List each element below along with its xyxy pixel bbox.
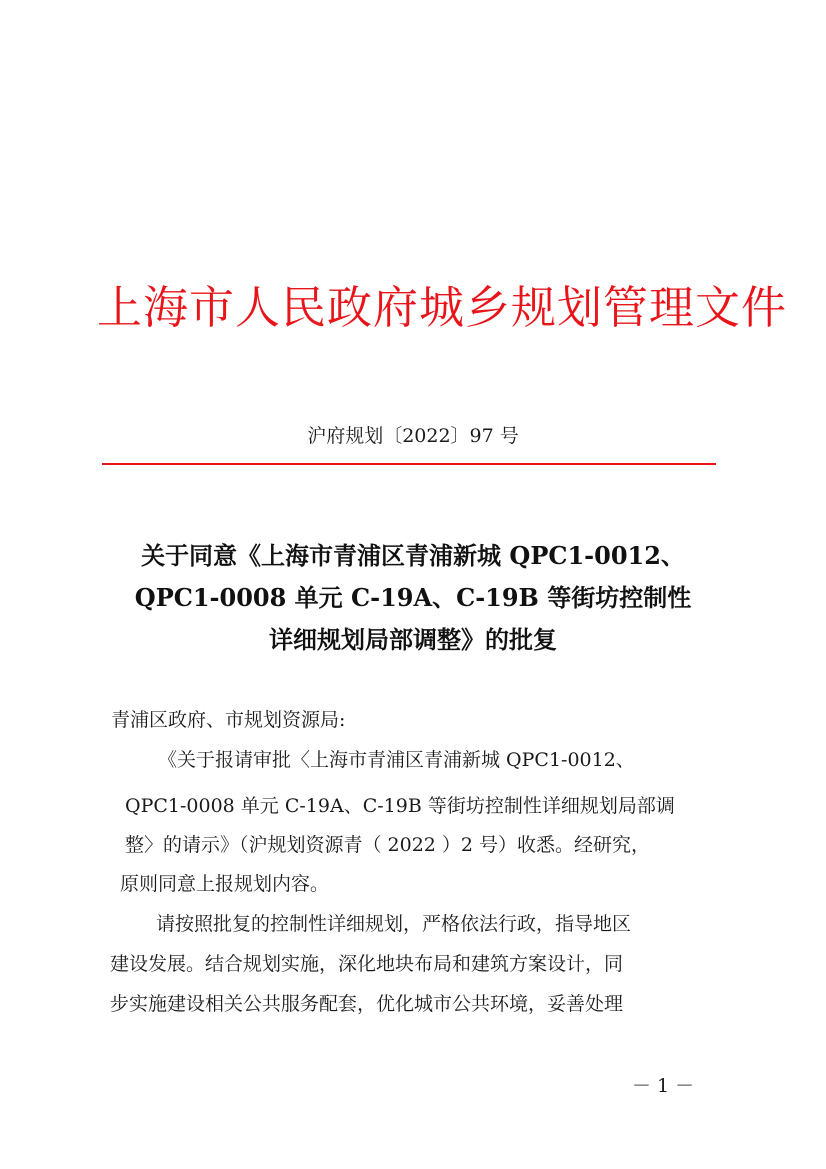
paragraph-2-line-1: 请按照批复的控制性详细规划，严格依法行政，指导地区 [156,913,632,935]
title-line-1: 关于同意《上海市青浦区青浦新城 QPC1-0012、 [141,541,685,570]
title-line-3: 详细规划局部调整》的批复 [269,625,557,654]
paragraph-1-line-2: QPC1-0008 单元 C-19A、C-19B 等街坊控制性详细规划局部调 [125,795,675,817]
salutation: 青浦区政府、市规划资源局: [111,709,346,731]
title-line-2: QPC1-0008 单元 C-19A、C-19B 等街坊控制性 [134,583,692,612]
document-number: 沪府规划〔2022〕97 号 [307,425,519,447]
paragraph-1-line-3: 整〉的请示》（沪规划资源青（ 2022 ）2 号）收悉。经研究， [125,834,651,856]
red-divider-line [102,463,716,465]
document-title [100,535,726,661]
paragraph-2-line-3: 步实施建设相关公共服务配套，优化城市公共环境，妥善处理 [110,993,624,1015]
masthead-title: 上海市人民政府城乡规划管理文件 [97,281,788,334]
paragraph-1-line-4: 原则同意上报规划内容。 [120,873,330,895]
paragraph-1-line-1: 《关于报请审批〈上海市青浦区青浦新城 QPC1-0012、 [158,749,635,771]
page-number: － 1 － [632,1075,695,1097]
paragraph-2-line-2: 建设发展。结合规划实施，深化地块布局和建筑方案设计，同 [110,953,624,975]
